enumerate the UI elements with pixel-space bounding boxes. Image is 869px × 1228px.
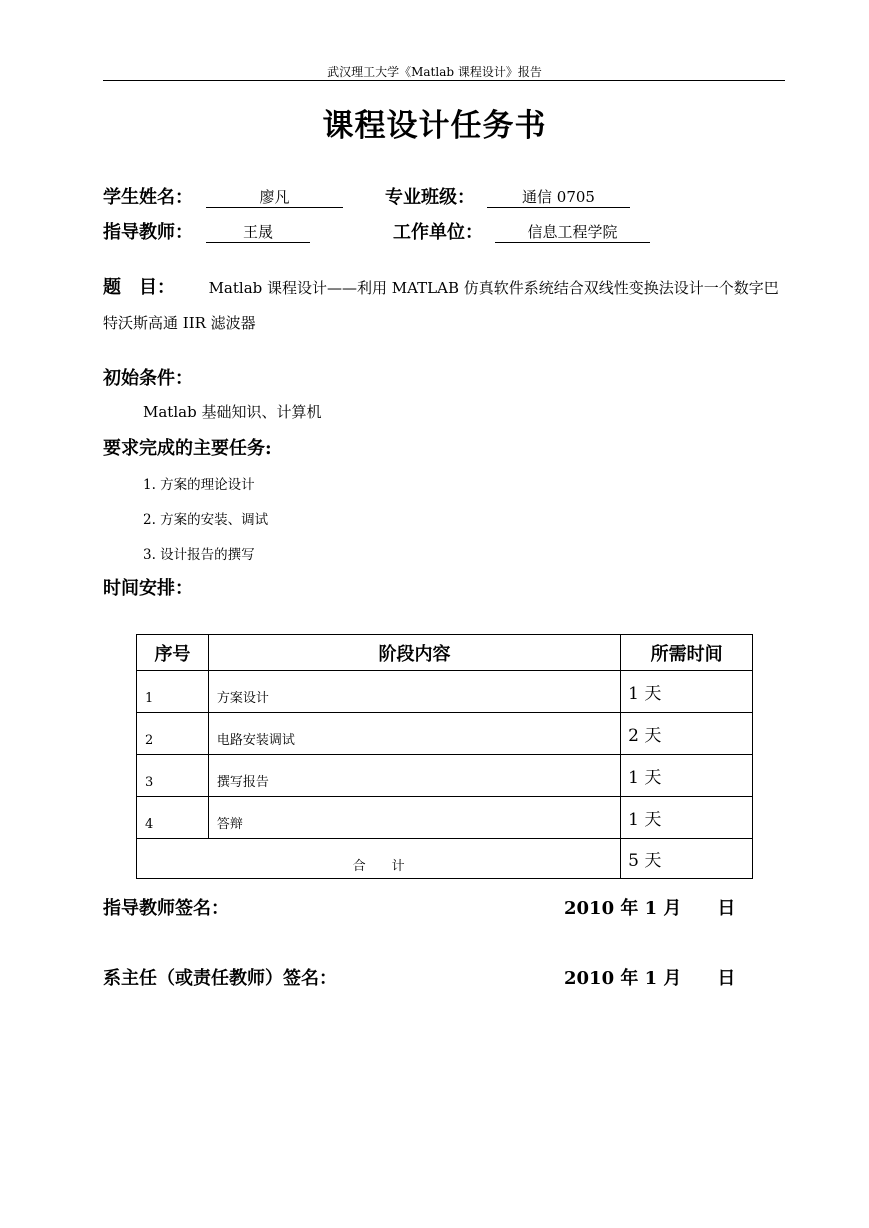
class-value: 通信 0705 bbox=[487, 186, 630, 208]
unit-label: 工作单位： bbox=[393, 222, 483, 243]
director-signature-date: 2010 年 1 月 日 bbox=[564, 968, 736, 989]
total-label: 合 计 bbox=[137, 839, 621, 879]
initial-conditions-text: Matlab 基础知识、计算机 bbox=[143, 403, 322, 421]
page-header: 武汉理工大学《Matlab 课程设计》报告 bbox=[327, 65, 542, 79]
task-item: 2. 方案的安装、调试 bbox=[143, 512, 269, 528]
topic-label: 题 目： bbox=[103, 277, 175, 298]
row-time: 2 天 bbox=[621, 713, 753, 755]
row-index: 1 bbox=[137, 671, 209, 713]
header-divider bbox=[103, 80, 785, 81]
total-time: 5 天 bbox=[621, 839, 753, 879]
initial-conditions-label: 初始条件： bbox=[103, 368, 193, 389]
row-index: 2 bbox=[137, 713, 209, 755]
unit-value: 信息工程学院 bbox=[495, 221, 650, 243]
row-content: 答辩 bbox=[208, 797, 620, 839]
topic-text: Matlab 课程设计——利用 MATLAB 仿真软件系统结合双线性变换法设计一个数字巴特沃斯高通 IIR 滤波器 bbox=[103, 279, 779, 332]
tasks-label: 要求完成的主要任务: bbox=[103, 438, 272, 459]
row-content: 电路安装调试 bbox=[208, 713, 620, 755]
column-header-time: 所需时间 bbox=[621, 635, 753, 671]
schedule-label: 时间安排： bbox=[103, 578, 193, 599]
row-time: 1 天 bbox=[621, 671, 753, 713]
table-header-row bbox=[137, 635, 753, 671]
table-row bbox=[137, 797, 753, 839]
topic-paragraph bbox=[103, 270, 793, 341]
row-content: 方案设计 bbox=[208, 671, 620, 713]
student-name-label: 学生姓名： bbox=[103, 187, 193, 208]
teacher-signature-date: 2010 年 1 月 日 bbox=[564, 898, 736, 919]
table-total-row bbox=[137, 839, 753, 879]
document-title: 课程设计任务书 bbox=[322, 108, 547, 144]
teacher-signature-label: 指导教师签名： bbox=[103, 898, 229, 919]
row-content: 撰写报告 bbox=[208, 755, 620, 797]
student-name-value: 廖凡 bbox=[206, 186, 343, 208]
class-label: 专业班级： bbox=[385, 187, 475, 208]
table-row bbox=[137, 713, 753, 755]
task-item: 1. 方案的理论设计 bbox=[143, 477, 255, 493]
row-index: 3 bbox=[137, 755, 209, 797]
director-signature-label: 系主任（或责任教师）签名： bbox=[103, 968, 337, 989]
row-index: 4 bbox=[137, 797, 209, 839]
row-time: 1 天 bbox=[621, 755, 753, 797]
column-header-content: 阶段内容 bbox=[208, 635, 620, 671]
teacher-label: 指导教师： bbox=[103, 222, 193, 243]
schedule-table bbox=[136, 634, 753, 879]
table-row bbox=[137, 671, 753, 713]
teacher-value: 王晟 bbox=[206, 221, 310, 243]
task-item: 3. 设计报告的撰写 bbox=[143, 547, 255, 563]
row-time: 1 天 bbox=[621, 797, 753, 839]
column-header-index: 序号 bbox=[137, 635, 209, 671]
table-row bbox=[137, 755, 753, 797]
